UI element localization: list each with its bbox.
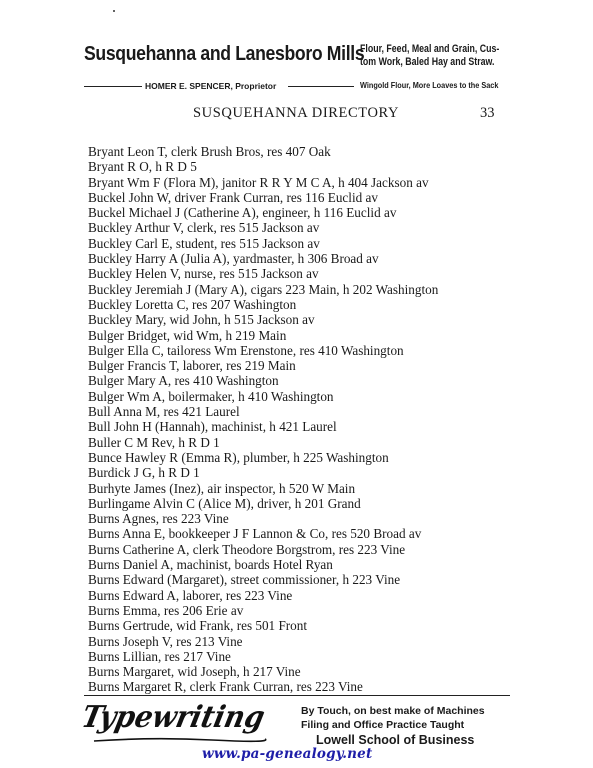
- ad-rule-left: [84, 86, 142, 87]
- directory-entry: Burns Joseph V, res 213 Vine: [88, 633, 243, 649]
- directory-entry: Burdick J G, h R D 1: [88, 465, 200, 481]
- directory-entry: Burns Edward (Margaret), street commissioner, h 223 Vine: [88, 572, 401, 588]
- directory-entry: Burns Emma, res 206 Erie av: [88, 602, 244, 618]
- directory-entry: Buckley Loretta C, res 207 Washington: [88, 296, 297, 312]
- directory-entry: Bryant Wm F (Flora M), janitor R R Y M C A, h 404 Jackson av: [88, 174, 429, 190]
- directory-entry: Bryant Leon T, clerk Brush Bros, res 407 Oak: [88, 144, 331, 159]
- mills-ad-slogan: Wingold Flour, More Loaves to the Sack: [360, 80, 499, 90]
- mills-ad-title: Susquehanna and Lanesboro Mills: [84, 42, 365, 65]
- directory-entry: Buckley Arthur V, clerk, res 515 Jackson av: [88, 220, 320, 236]
- directory-entry: Burns Margaret, wid Joseph, h 217 Vine: [88, 664, 301, 680]
- school-ad-line2: Filing and Office Practice Taught: [301, 719, 465, 731]
- directory-entry: Buller C M Rev, h R D 1: [88, 434, 220, 450]
- directory-entry: Burns Catherine A, clerk Theodore Borgstrom, res 223 Vine: [88, 541, 406, 557]
- directory-entries: [88, 144, 528, 695]
- directory-entry: Bull Anna M, res 421 Laurel: [88, 404, 240, 420]
- school-ad-line1: By Touch, on best make of Machines: [301, 705, 485, 717]
- directory-entry: Bulger Bridget, wid Wm, h 219 Main: [88, 327, 287, 343]
- genealogy-watermark: www.pa-genealogy.net: [202, 746, 373, 762]
- mills-ad-services-line2: tom Work, Baled Hay and Straw.: [360, 56, 495, 68]
- top-advertisement: [84, 38, 510, 94]
- directory-entry: Bulger Wm A, boilermaker, h 410 Washington: [88, 388, 334, 404]
- directory-entry: Bunce Hawley R (Emma R), plumber, h 225 Washington: [88, 449, 389, 465]
- bottom-ad-rule: [84, 695, 510, 696]
- school-name: Lowell School of Business: [316, 733, 475, 747]
- mills-ad-services: [360, 43, 500, 69]
- directory-entry: Burhyte James (Inez), air inspector, h 520 W Main: [88, 480, 356, 496]
- directory-entry: Burns Agnes, res 223 Vine: [88, 511, 229, 527]
- directory-entry: Bull John H (Hannah), machinist, h 421 Laurel: [88, 419, 337, 435]
- directory-entry: Burlingame Alvin C (Alice M), driver, h 201 Grand: [88, 495, 361, 511]
- directory-entry: Bulger Mary A, res 410 Washington: [88, 373, 279, 389]
- directory-entry: Buckley Harry A (Julia A), yardmaster, h 306 Broad av: [88, 251, 379, 267]
- directory-entry: Burns Margaret R, clerk Frank Curran, res 223 Vine: [88, 679, 363, 695]
- running-head: [0, 105, 593, 127]
- directory-entry: Bulger Francis T, laborer, res 219 Main: [88, 358, 296, 374]
- typewriting-script-logo: Typewriting: [78, 700, 268, 735]
- directory-entry: Buckel Michael J (Catherine A), engineer, h 116 Euclid av: [88, 205, 397, 221]
- directory-entry: Bulger Ella C, tailoress Wm Erenstone, res 410 Washington: [88, 342, 404, 358]
- directory-entry: Bryant R O, h R D 5: [88, 159, 197, 175]
- directory-entry: Buckley Helen V, nurse, res 515 Jackson av: [88, 266, 319, 282]
- page-number: 33: [480, 105, 495, 121]
- directory-entry: Buckley Jeremiah J (Mary A), cigars 223 Main, h 202 Washington: [88, 281, 439, 297]
- logo-flourish: [92, 737, 267, 743]
- directory-entry: Burns Gertrude, wid Frank, res 501 Front: [88, 618, 308, 634]
- ad-rule-middle: [288, 86, 354, 87]
- directory-entry: Buckley Mary, wid John, h 515 Jackson av: [88, 312, 315, 328]
- directory-entry: Burns Edward A, laborer, res 223 Vine: [88, 587, 293, 603]
- directory-entry: Buckley Carl E, student, res 515 Jackson av: [88, 235, 320, 251]
- directory-title: SUSQUEHANNA DIRECTORY: [193, 105, 400, 121]
- speck: [113, 10, 115, 12]
- directory-entry: Burns Lillian, res 217 Vine: [88, 648, 231, 664]
- directory-entry: Buckel John W, driver Frank Curran, res 116 Euclid av: [88, 189, 378, 205]
- mills-ad-proprietor: HOMER E. SPENCER, Proprietor: [145, 81, 277, 91]
- mills-ad-services-line1: Flour, Feed, Meal and Grain, Cus-: [360, 43, 500, 55]
- directory-entry: Burns Daniel A, machinist, boards Hotel Ryan: [88, 557, 333, 573]
- directory-entry: Burns Anna E, bookkeeper J F Lannon & Co, res 520 Broad av: [88, 526, 422, 542]
